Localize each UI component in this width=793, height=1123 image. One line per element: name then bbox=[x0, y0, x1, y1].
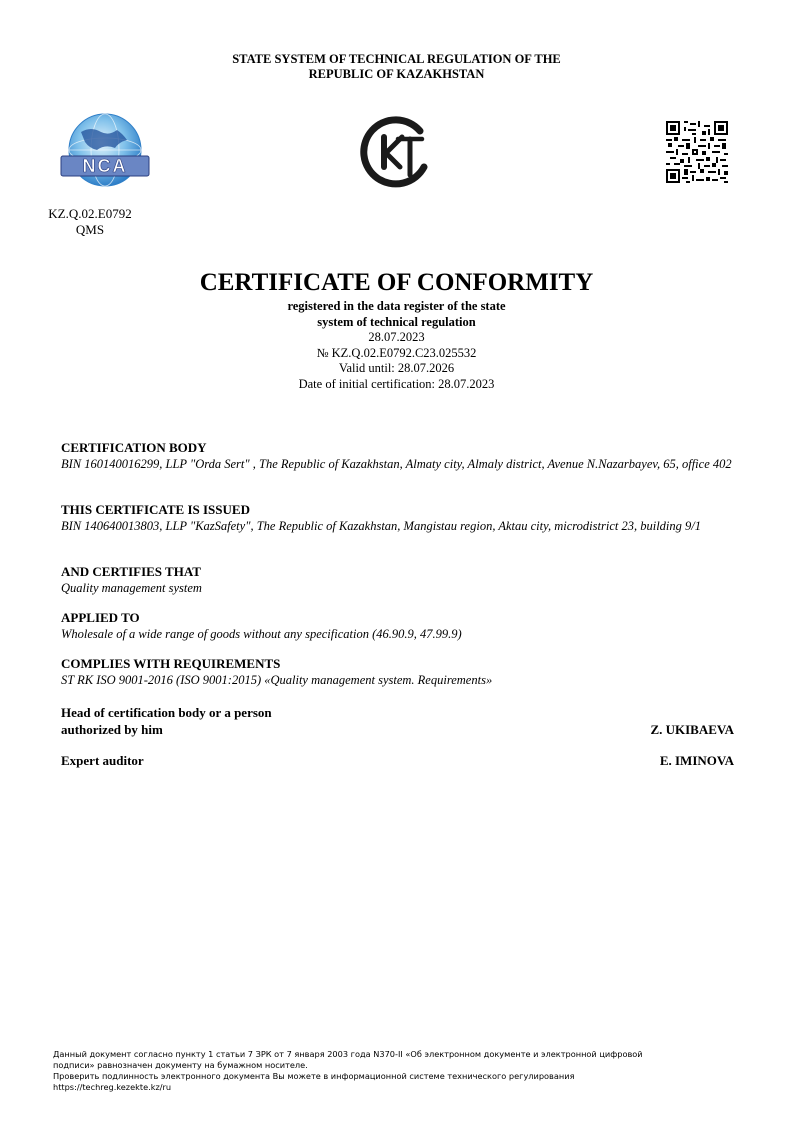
certifies-section bbox=[61, 564, 741, 596]
header-line-1: STATE SYSTEM OF TECHNICAL REGULATION OF THE bbox=[232, 52, 561, 66]
issued-to-section bbox=[61, 502, 741, 534]
valid-until: Valid until: 28.07.2026 bbox=[338, 361, 455, 375]
certification-body-section bbox=[61, 440, 741, 472]
certificate-title: CERTIFICATE OF CONFORMITY bbox=[199, 269, 594, 296]
registration-code-block bbox=[40, 206, 140, 238]
header-line-2: REPUBLIC OF KAZAKHSTAN bbox=[308, 67, 485, 81]
section-heading: AND CERTIFIES THAT bbox=[61, 564, 201, 579]
section-heading: COMPLIES WITH REQUIREMENTS bbox=[61, 656, 281, 671]
auditor-signature-row bbox=[61, 752, 734, 769]
registration-type: QMS bbox=[75, 222, 105, 237]
auditor-label: Expert auditor bbox=[61, 753, 144, 768]
legal-footer bbox=[53, 1049, 753, 1093]
register-line-2: system of technical regulation bbox=[317, 314, 476, 329]
section-text: BIN 140640013803, LLP "KazSafety", The Republic of Kazakhstan, Mangistau region, Aktau city, microdistrict 23, building 9/1 bbox=[61, 519, 701, 533]
section-text: Wholesale of a wide range of goods without any specification (46.90.9, 47.99.9) bbox=[61, 627, 462, 641]
issue-date: 28.07.2023 bbox=[368, 330, 425, 344]
section-text: ST RK ISO 9001-2016 (ISO 9001:2015) «Quality management system. Requirements» bbox=[61, 673, 493, 687]
applied-to-section bbox=[61, 610, 741, 642]
register-line-1: registered in the data register of the state bbox=[287, 299, 506, 313]
head-label-line-1: Head of certification body or a person bbox=[61, 705, 272, 720]
section-text: BIN 160140016299, LLP "Orda Sert" , The Republic of Kazakhstan, Almaty city, Almaly district, Avenue N.Nazarbayev, 65, office 402 bbox=[61, 457, 732, 471]
auditor-name: E. IMINOVA bbox=[659, 753, 734, 768]
section-text: Quality management system bbox=[61, 581, 202, 595]
section-heading: THIS CERTIFICATE IS ISSUED bbox=[61, 502, 250, 517]
section-heading: APPLIED TO bbox=[61, 610, 140, 625]
qr-code-icon bbox=[666, 121, 728, 183]
kz-conformity-mark bbox=[360, 115, 434, 191]
certificate-number: № KZ.Q.02.E0792.C23.025532 bbox=[316, 345, 477, 360]
footer-line-3: Проверить подлинность электронного документа Вы можете в информационной системе технического регулирования bbox=[53, 1071, 575, 1081]
head-signature-row bbox=[61, 704, 734, 738]
registration-code: KZ.Q.02.E0792 bbox=[48, 206, 132, 221]
footer-link[interactable]: https://techreg.kezekte.kz/ru bbox=[53, 1082, 172, 1092]
complies-section bbox=[61, 656, 741, 688]
footer-line-1: Данный документ согласно пункту 1 статьи 7 ЗРК от 7 января 2003 года N370-II «Об электронном документе и электронной цифровой bbox=[53, 1049, 643, 1059]
initial-certification-date: Date of initial certification: 28.07.2023 bbox=[298, 376, 495, 391]
footer-line-2: подписи» равнозначен документу на бумажном носителе. bbox=[53, 1060, 308, 1070]
nca-globe-logo bbox=[59, 112, 151, 192]
nca-logo-text: NCA bbox=[82, 156, 128, 176]
certificate-subinfo bbox=[0, 299, 793, 392]
state-system-header bbox=[0, 52, 793, 82]
section-heading: CERTIFICATION BODY bbox=[61, 440, 207, 455]
head-name: Z. UKIBAEVA bbox=[650, 722, 734, 737]
head-label-line-2: authorized by him bbox=[61, 722, 163, 737]
